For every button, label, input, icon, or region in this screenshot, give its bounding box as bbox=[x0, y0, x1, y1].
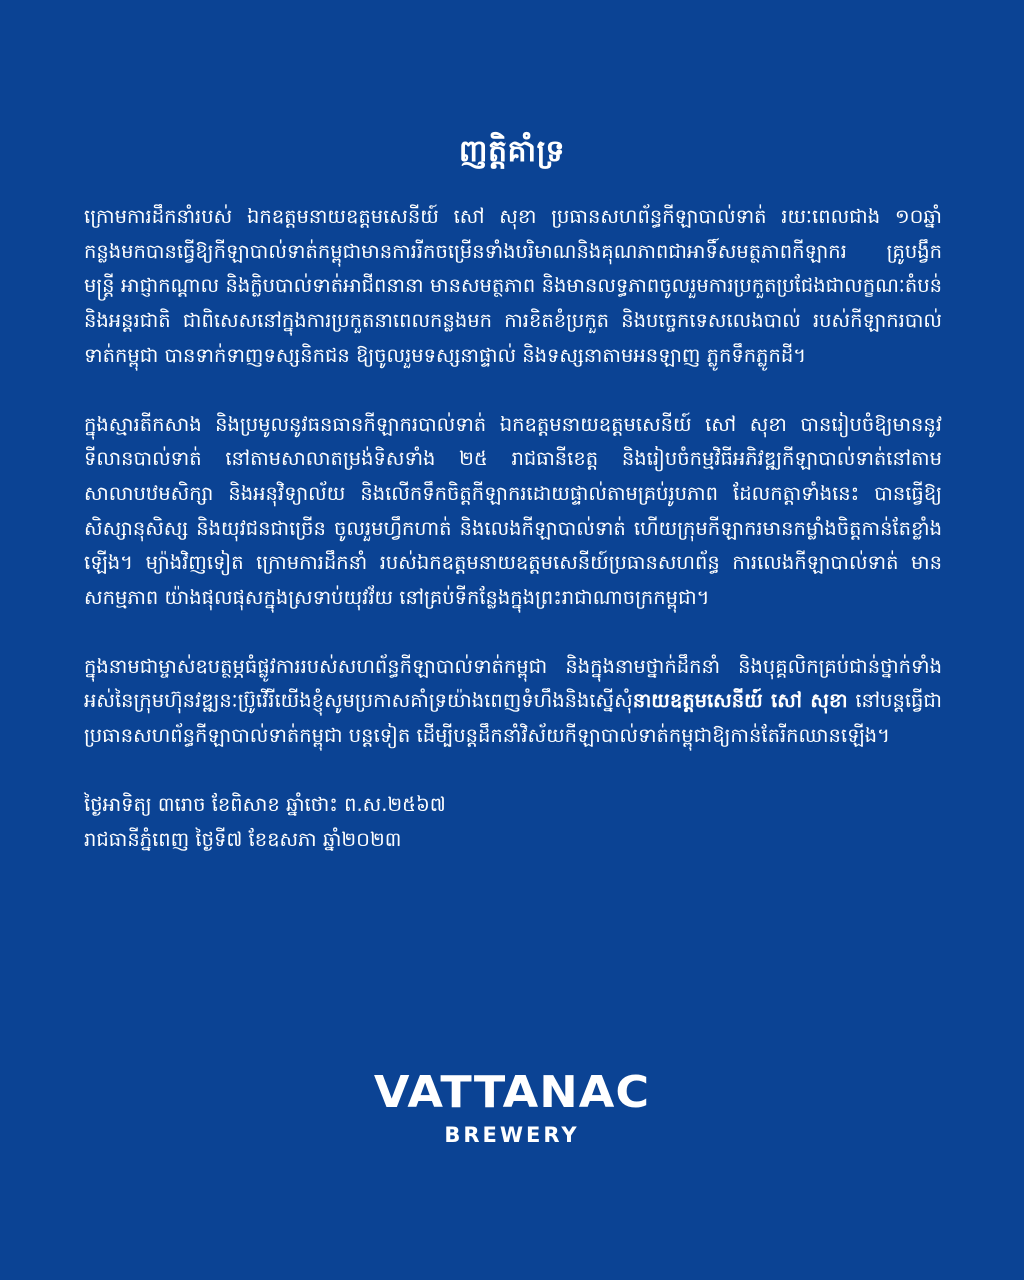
lunar-date: ថ្ងៃអាទិត្យ ៣រោច ខែពិសាខ ឆ្នាំថោះ ព.ស.២៥៦៧ bbox=[84, 792, 446, 816]
support-text-start: ក្នុងនាមជាម្ចាស់ឧបត្ថម្ភធំផ្លូវការរបស់សហព័ន្ធកីឡាបាល់ទាត់កម្ពុជា និងក្នុងនាមថ្នាក់ដឹកនាំ និងបុគ្គលិកគ្រប់ជាន់ថ្នាក់ទាំងអស់នៃក្រុមហ៊ុនវឌ្ឍនៈប្រ៊ូវើរីយើងខ្ញុំសូមប្រកាសគាំទ្រយ៉ាងពេញទំហឹងនិងស្នើសុំ bbox=[84, 654, 942, 713]
paragraph-development: ក្នុងស្មារតីកសាង និងប្រមូលនូវធនធានកីឡាករបាល់ទាត់ ឯកឧត្តមនាយឧត្តមសេនីយ៍ សៅ សុខា បានរៀបចំឱ្យមាននូវទីលានបាល់ទាត់ នៅតាមសាលាតម្រង់ទិសទាំង ២៥ រាជធានីខេត្ត និងរៀបចំកម្មវិធីអភិវឌ្ឍកីឡាបាល់ទាត់នៅតាមសាលាបឋមសិក្សា និងអនុវិទ្យាល័យ និងលើកទឹកចិត្តកីឡាករដោយផ្ទាល់តាមគ្រប់រូបភាព ដែលកត្តាទាំងនេះ បានធ្វើឱ្យសិស្សានុសិស្ស និងយុវជនជាច្រើន ចូលរួមហ្វឹកហាត់ និងលេងកីឡាបាល់ទាត់ ហើយក្រុមកីឡាករមានកម្លាំងចិត្តកាន់តែខ្លាំងឡើង។ ម្យ៉ាងវិញទៀត ក្រោមការដឹកនាំ របស់ឯកឧត្តមនាយឧត្តមសេនីយ៍ប្រធានសហព័ន្ធ ការលេងកីឡាបាល់ទាត់ មានសកម្មភាព យ៉ាងផុលផុសក្នុងស្រទាប់យុវវ័យ នៅគ្រប់ទីកន្លែងក្នុងព្រះរាជាណាចក្រកម្ពុជា។ bbox=[84, 412, 942, 610]
brand-logo bbox=[0, 1066, 1024, 1150]
gregorian-date: រាជធានីភ្នំពេញ ថ្ងៃទី៧ ខែឧសភា ឆ្នាំ២០២៣ bbox=[84, 827, 402, 851]
letter-body bbox=[84, 200, 942, 857]
support-text-end: នៅបន្តធ្វើជាប្រធានសហព័ន្ធកីឡាបាល់ទាត់កម្ពុជា បន្តទៀត ដើម្បីបន្តដឹកនាំវិស័យកីឡាបាល់ទាត់កម្ពុជាឱ្យកាន់តែរីកឈានឡើង។ bbox=[84, 689, 942, 748]
paragraph-leadership: ក្រោមការដឹកនាំរបស់ ឯកឧត្តមនាយឧត្តមសេនីយ៍ សៅ សុខា ប្រធានសហព័ន្ធកីឡាបាល់ទាត់ រយៈពេលជាង ១០ឆ្នាំកន្លងមកបានធ្វើឱ្យកីឡាបាល់ទាត់កម្ពុជាមានការរីកចម្រើនទាំងបរិមាណនិងគុណភាពជាអាទិ៍សមត្ថភាពកីឡាករ គ្រូបង្វឹក មន្រ្តី អាជ្ញាកណ្តាល និងក្លិបបាល់ទាត់អាជីពនានា មានសមត្ថភាព និងមានលទ្ធភាពចូលរួមការប្រកួតប្រជែងជាលក្ខណៈតំបន់ និងអន្តរជាតិ ជាពិសេសនៅក្នុងការប្រកួតនាពេលកន្លងមក ការខិតខំប្រកួត និងបច្ចេកទេសលេងបាល់ របស់កីឡាករបាល់ទាត់កម្ពុជា បានទាក់ទាញទស្សនិកជន ឱ្យចូលរួមទស្សនាផ្ទាល់ និងទស្សនាតាមអនឡាញ ភ្លូកទឹកភ្លូកដី។ bbox=[84, 205, 942, 367]
logo-wordmark: VATTANAC bbox=[373, 1066, 651, 1118]
page-title: ញត្តិគាំទ្រ bbox=[458, 134, 566, 169]
logo-subtitle: BREWERY bbox=[444, 1123, 580, 1147]
support-name-highlight: នាយឧត្តមសេនីយ៍ សៅ សុខា bbox=[632, 689, 848, 713]
paragraph-support bbox=[84, 650, 942, 754]
date-block bbox=[84, 788, 942, 857]
